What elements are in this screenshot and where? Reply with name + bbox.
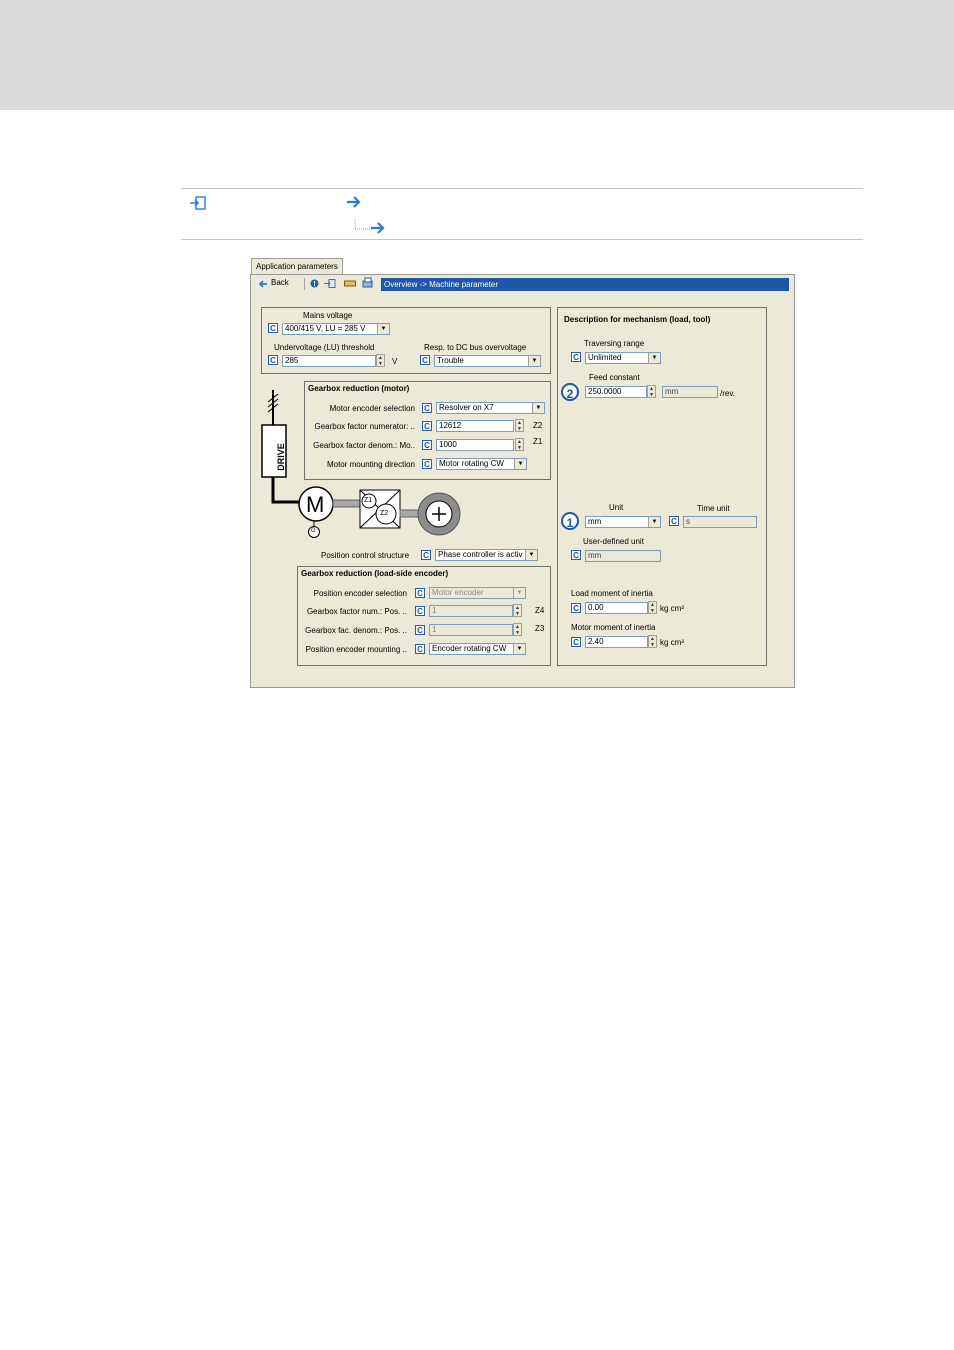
feed-unit-field — [662, 386, 718, 398]
divider-bottom — [181, 239, 863, 240]
gearbox-load-title: Gearbox reduction (load-side encoder) — [301, 569, 449, 578]
header-band — [0, 0, 954, 110]
chevron-down-icon[interactable]: ▼ — [525, 550, 537, 560]
mains-voltage-value: 400/415 V, LU = 285 V — [285, 324, 366, 333]
load-inertia-spinner[interactable]: ▲ ▼ — [648, 601, 657, 614]
load-inertia-input[interactable] — [585, 602, 648, 614]
gearbox-denominator-value: 1000 — [439, 440, 457, 449]
feed-constant-value: 250.0000 — [588, 387, 622, 396]
feed-per-label: /rev. — [720, 389, 735, 398]
c-button-mains[interactable]: C — [268, 323, 278, 333]
gm-row-label: Gearbox factor denom.: Mo.. — [313, 441, 415, 450]
c-button-time-unit[interactable]: C — [669, 516, 679, 526]
traversing-label: Traversing range — [584, 339, 645, 348]
enter-small-icon[interactable] — [324, 279, 336, 288]
dc-bus-label: Resp. to DC bus overvoltage — [424, 343, 527, 352]
unit-select[interactable] — [585, 516, 661, 528]
c-button-load-inertia[interactable]: C — [571, 603, 581, 613]
chevron-down-icon[interactable]: ▼ — [532, 403, 544, 413]
sub-arrow-icon — [354, 218, 388, 234]
undervoltage-label: Undervoltage (LU) threshold — [274, 343, 375, 352]
callout-2: 2 — [561, 383, 579, 401]
gl-row-label: Gearbox fac. denom.: Pos. .. — [305, 626, 407, 635]
application-parameters-window — [250, 274, 795, 688]
feed-constant-input[interactable] — [585, 386, 647, 398]
c-button-position-control[interactable]: C — [421, 550, 431, 560]
load-denominator-input[interactable] — [429, 624, 513, 636]
gm-row-label: Motor encoder selection — [329, 404, 415, 413]
dc-bus-select[interactable] — [434, 355, 541, 367]
load-numerator-value: 1 — [432, 606, 437, 615]
motor-encoder-value: Resolver on X7 — [439, 403, 494, 412]
back-arrow-icon[interactable] — [258, 280, 268, 288]
position-encoder-value: Motor encoder — [432, 588, 484, 597]
keyboard-icon[interactable] — [344, 279, 356, 288]
z4-label: Z4 — [535, 606, 545, 615]
time-unit-label: Time unit — [697, 504, 730, 513]
undervoltage-unit: V — [392, 357, 398, 366]
load-inertia-value: 0.00 — [588, 603, 604, 612]
c-button-gearbox-denom[interactable]: C — [422, 440, 432, 450]
tab-application-parameters[interactable]: Application parameters — [251, 258, 343, 275]
chevron-down-icon[interactable]: ▼ — [648, 353, 660, 363]
motor-mounting-value: Motor rotating CW — [439, 459, 504, 468]
load-denominator-value: 1 — [432, 625, 437, 634]
divider-top — [181, 188, 863, 189]
undervoltage-value: 285 — [285, 356, 299, 365]
gearbox-numerator-value: 12612 — [439, 421, 462, 430]
c-button-motor-inertia[interactable]: C — [571, 637, 581, 647]
gearbox-numerator-spinner[interactable]: ▲ ▼ — [515, 419, 524, 432]
gl-row-label: Position encoder mounting .. — [305, 645, 407, 654]
callout-1: 1 — [561, 512, 579, 530]
z2-gear-label: Z2 — [380, 510, 389, 517]
encoder-mounting-select[interactable] — [429, 643, 526, 655]
c-button-motor-mounting[interactable]: C — [422, 459, 432, 469]
encoder-mounting-value: Encoder rotating CW — [432, 644, 507, 653]
motor-inertia-unit: kg cm² — [660, 638, 684, 647]
arrow-right-icon — [346, 195, 362, 209]
chevron-down-icon[interactable]: ▼ — [377, 324, 389, 334]
feed-constant-spinner[interactable]: ▲ ▼ — [647, 385, 656, 398]
z1-label: Z1 — [533, 437, 543, 446]
load-inertia-label: Load moment of inertia — [571, 589, 653, 598]
position-control-label: Position control structure — [321, 551, 410, 560]
motor-inertia-input[interactable] — [585, 636, 648, 648]
unit-label: Unit — [609, 503, 624, 512]
encoder-label: G — [311, 528, 316, 534]
chevron-down-icon[interactable]: ▼ — [513, 588, 525, 598]
z1-gear-label: Z1 — [364, 497, 373, 504]
chevron-down-icon[interactable]: ▼ — [513, 644, 525, 654]
time-unit-value: s — [686, 517, 690, 526]
c-button-traversing[interactable]: C — [571, 352, 581, 362]
traversing-select[interactable] — [585, 352, 661, 364]
enter-icon — [190, 196, 206, 210]
breadcrumb: Overview -> Machine parameter — [381, 278, 789, 291]
dc-bus-value: Trouble — [437, 356, 464, 365]
chevron-down-icon[interactable]: ▼ — [528, 356, 540, 366]
gl-row-label: Position encoder selection — [313, 589, 407, 598]
traversing-value: Unlimited — [588, 353, 622, 362]
time-unit-field — [683, 516, 757, 528]
chevron-down-icon[interactable]: ▼ — [514, 459, 526, 469]
gearbox-denominator-spinner[interactable]: ▲ ▼ — [515, 438, 524, 451]
z2-label: Z2 — [533, 421, 543, 430]
undervoltage-input[interactable] — [282, 355, 376, 367]
gearbox-motor-title: Gearbox reduction (motor) — [308, 384, 410, 393]
gm-row-label: Motor mounting direction — [326, 460, 415, 469]
load-numerator-spinner[interactable]: ▲ ▼ — [513, 604, 522, 617]
unit-value: mm — [588, 517, 602, 526]
motor-inertia-value: 2.40 — [588, 637, 604, 646]
info-icon[interactable] — [310, 279, 319, 288]
feed-label: Feed constant — [589, 373, 640, 382]
c-button-encoder-mounting[interactable]: C — [415, 644, 425, 654]
c-button-user-unit[interactable]: C — [571, 550, 581, 560]
chevron-down-icon[interactable]: ▼ — [648, 517, 660, 527]
c-button-undervoltage[interactable]: C — [268, 355, 278, 365]
position-encoder-select[interactable] — [429, 587, 526, 599]
user-unit-label: User-defined unit — [583, 537, 644, 546]
mains-voltage-label: Mains voltage — [303, 311, 353, 320]
load-inertia-unit: kg cm² — [660, 604, 684, 613]
c-button-dc-bus[interactable]: C — [420, 355, 430, 365]
position-control-select[interactable] — [435, 549, 538, 561]
feed-unit-value: mm — [665, 387, 679, 396]
drive-label: DRIVE — [275, 443, 286, 471]
load-denominator-spinner[interactable]: ▲ ▼ — [513, 623, 522, 636]
c-button-load-num[interactable]: C — [415, 606, 425, 616]
print-icon[interactable] — [362, 277, 374, 289]
c-button-load-denom[interactable]: C — [415, 625, 425, 635]
back-button[interactable]: Back — [271, 278, 289, 287]
mechanism-title: Description for mechanism (load, tool) — [564, 315, 711, 324]
mains-voltage-select[interactable] — [282, 323, 390, 335]
c-button-position-encoder[interactable]: C — [415, 588, 425, 598]
user-unit-field — [585, 550, 661, 562]
motor-inertia-spinner[interactable]: ▲ ▼ — [648, 635, 657, 648]
undervoltage-spinner[interactable]: ▲ ▼ — [376, 354, 385, 367]
user-unit-value: mm — [588, 551, 602, 560]
toolbar-separator — [304, 278, 305, 290]
gm-row-label: Gearbox factor numerator: .. — [314, 422, 415, 431]
position-control-value: Phase controller is activ — [438, 550, 523, 559]
load-numerator-input[interactable] — [429, 605, 513, 617]
z3-label: Z3 — [535, 624, 545, 633]
c-button-gearbox-num[interactable]: C — [422, 421, 432, 431]
motor-inertia-label: Motor moment of inertia — [571, 623, 656, 632]
c-button-motor-encoder[interactable]: C — [422, 403, 432, 413]
motor-label: M — [306, 492, 325, 517]
gl-row-label: Gearbox factor num.: Pos. .. — [306, 607, 407, 616]
